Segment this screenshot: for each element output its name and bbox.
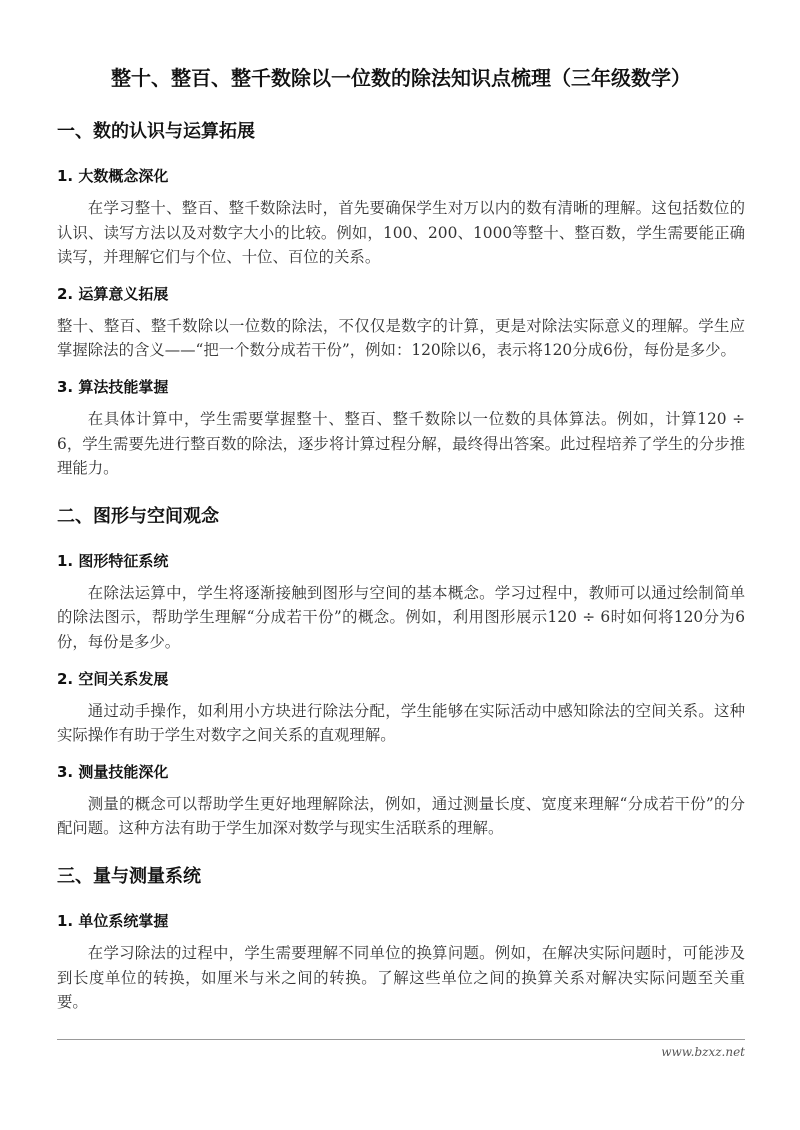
subheading-1-3: 3. 算法技能掌握	[57, 377, 169, 396]
subheading-1-2: 2. 运算意义拓展	[57, 284, 169, 303]
section-2	[57, 505, 745, 841]
section-heading-1: 一、数的认识与运算拓展	[57, 121, 255, 142]
document-title: 整十、整百、整千数除以一位数的除法知识点梳理（三年级数学）	[111, 66, 691, 90]
subheading-1-1: 1. 大数概念深化	[57, 167, 169, 185]
paragraph-1-1: 在学习整十、整百、整千数除法时，首先要确保学生对万以内的数有清晰的理解。这包括数位的认识、读写方法以及对数字大小的比较。例如，100、200、1000等整十、整百数，学生需要能正确读写，并理解它们与个位、十位、百位的关系。	[57, 199, 745, 267]
footer-divider	[57, 1039, 745, 1040]
footer-url: www.bzxz.net	[661, 1044, 745, 1059]
page-footer	[57, 1039, 745, 1080]
subheading-2-1: 1. 图形特征系统	[57, 551, 169, 570]
paragraph-1-3: 在具体计算中，学生需要掌握整十、整百、整千数除以一位数的具体算法。例如，计算120 ÷ 6，学生需要先进行整百数的除法，逐步将计算过程分解，最终得出答案。此过程培养了学生的分步推理能力。	[57, 409, 745, 478]
paragraph-2-2: 通过动手操作，如利用小方块进行除法分配，学生能够在实际活动中感知除法的空间关系。这种实际操作有助于学生对数字之间关系的直观理解。	[57, 701, 745, 745]
paragraph-3-1: 在学习除法的过程中，学生需要理解不同单位的换算问题。例如，在解决实际问题时，可能涉及到长度单位的转换，如厘米与米之间的转换。了解这些单位之间的换算关系对解决实际问题至关重要。	[57, 943, 745, 1012]
section-1	[57, 120, 745, 481]
section-heading-3: 三、量与测量系统	[57, 865, 201, 887]
subheading-3-1: 1. 单位系统掌握	[57, 911, 169, 930]
paragraph-2-1: 在除法运算中，学生将逐渐接触到图形与空间的基本概念。学习过程中，教师可以通过绘制简单的除法图示，帮助学生理解“分成若干份”的概念。例如，利用图形展示120 ÷ 6时如何将120分为6份，每份是多少。	[57, 583, 745, 651]
section-3	[57, 865, 745, 1015]
document-page	[57, 0, 745, 1015]
subheading-2-2: 2. 空间关系发展	[57, 669, 169, 688]
subheading-2-3: 3. 测量技能深化	[57, 762, 169, 781]
section-heading-2: 二、图形与空间观念	[57, 505, 219, 527]
paragraph-2-3: 测量的概念可以帮助学生更好地理解除法，例如，通过测量长度、宽度来理解“分成若干份”的分配问题。这种方法有助于学生加深对数学与现实生活联系的理解。	[57, 794, 745, 838]
paragraph-1-2: 整十、整百、整千数除以一位数的除法，不仅仅是数字的计算，更是对除法实际意义的理解。学生应掌握除法的含义——“把一个数分成若干份”，例如：120除以6，表示将120分成6份，每份是多少。	[57, 316, 745, 360]
